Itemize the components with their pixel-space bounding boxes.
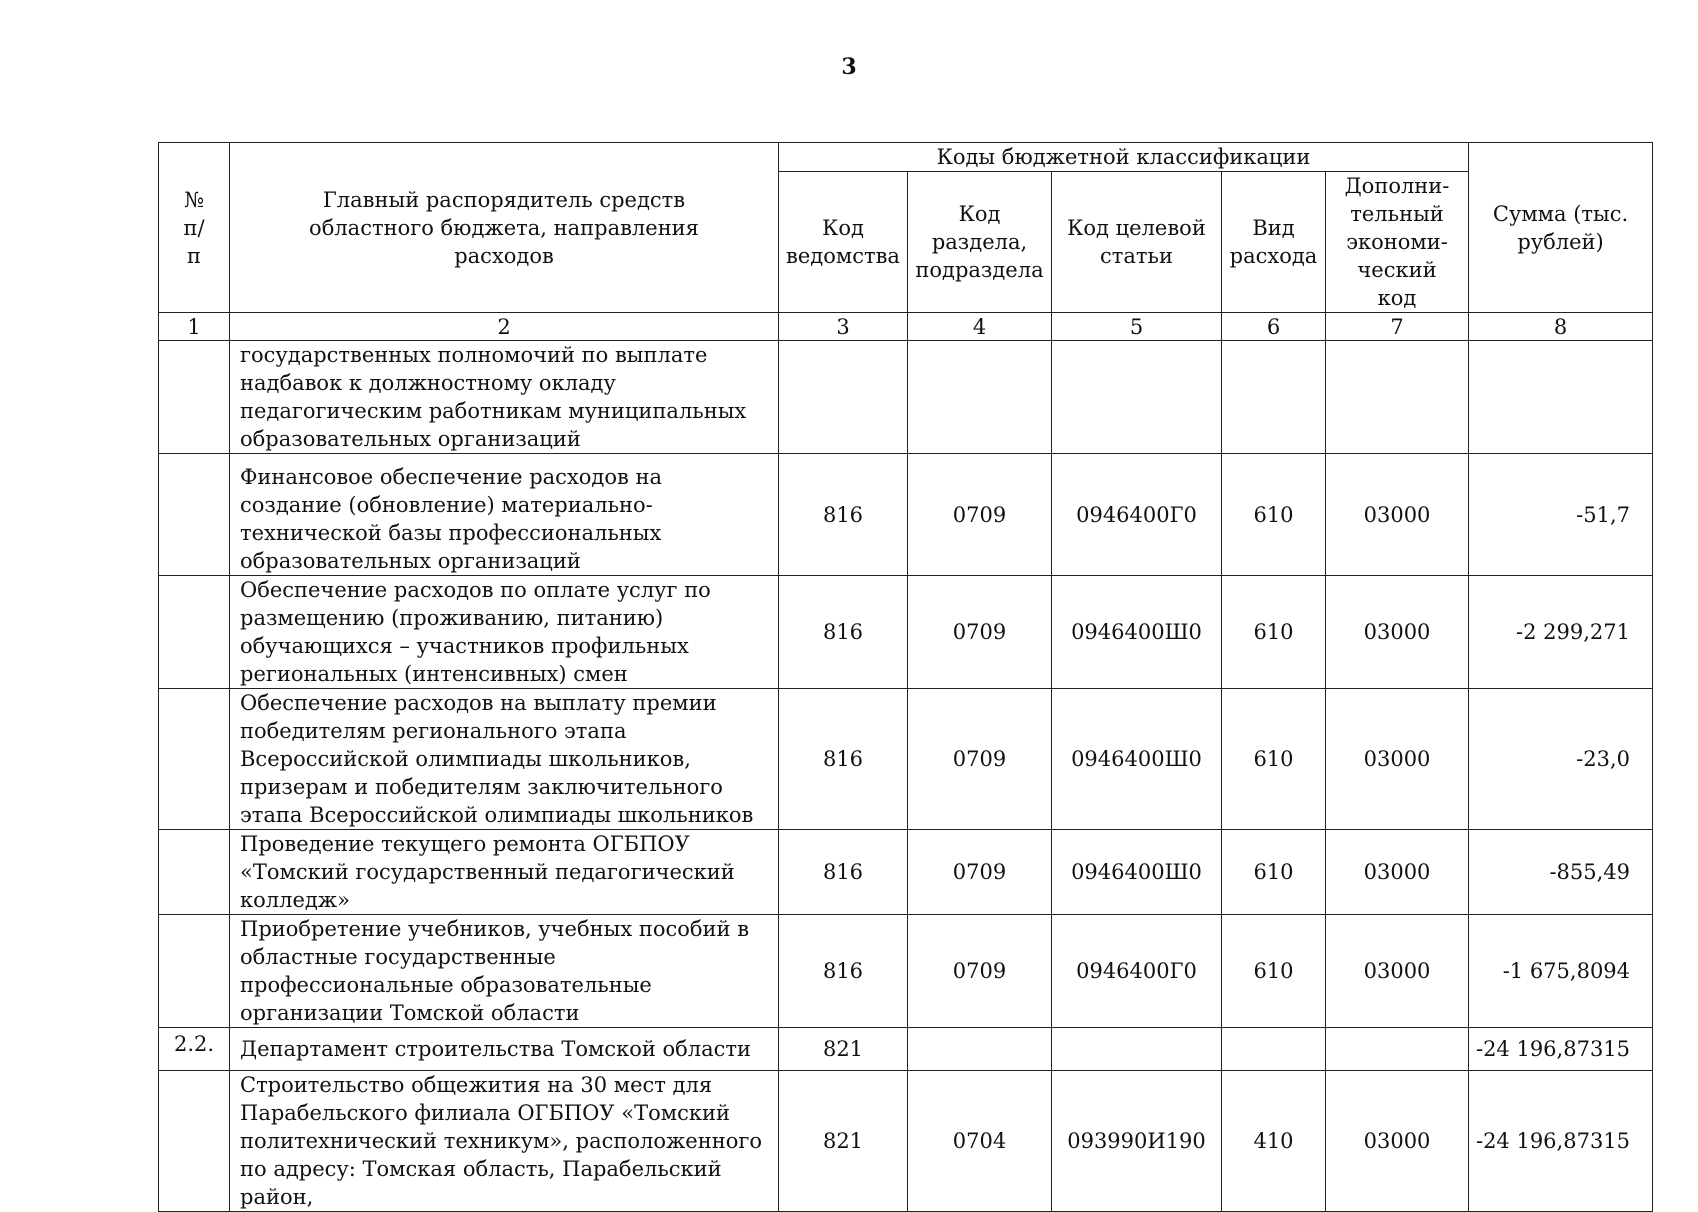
row-section-code: 0709 [908, 689, 1052, 830]
header-dept-code: Код ведомства [779, 172, 908, 313]
row-econ-code: 03000 [1326, 915, 1469, 1028]
row-description: Приобретение учебников, учебных пособий в областные государственные профессиональные образовательные организации Томской области [230, 915, 779, 1028]
row-num [159, 915, 230, 1028]
row-econ-code [1326, 1028, 1469, 1071]
row-target-code: 093990И190 [1052, 1071, 1222, 1212]
row-dept-code: 816 [779, 915, 908, 1028]
row-sum: -24 196,87315 [1469, 1071, 1653, 1212]
row-description: Проведение текущего ремонта ОГБПОУ «Томский государственный педагогический колледж» [230, 830, 779, 915]
row-dept-code: 821 [779, 1028, 908, 1071]
row-econ-code: 03000 [1326, 689, 1469, 830]
row-target-code [1052, 1028, 1222, 1071]
column-number: 7 [1326, 313, 1469, 341]
column-number-row [159, 313, 1653, 341]
row-expense-type: 610 [1222, 454, 1326, 576]
row-section-code: 0709 [908, 830, 1052, 915]
row-target-code: 0946400Ш0 [1052, 576, 1222, 689]
row-target-code: 0946400Г0 [1052, 915, 1222, 1028]
row-sum: -23,0 [1469, 689, 1653, 830]
row-expense-type: 610 [1222, 830, 1326, 915]
row-num [159, 830, 230, 915]
header-num: № п/п [159, 143, 230, 313]
row-description: Обеспечение расходов на выплату премии победителям регионального этапа Всероссийской олимпиады школьников, призерам и победителям заключительного этапа Всероссийской олимпиады школьников [230, 689, 779, 830]
row-target-code: 0946400Ш0 [1052, 689, 1222, 830]
row-target-code: 0946400Ш0 [1052, 830, 1222, 915]
row-econ-code: 03000 [1326, 576, 1469, 689]
row-section-code: 0704 [908, 1071, 1052, 1212]
table-row [159, 454, 1653, 576]
row-expense-type: 610 [1222, 576, 1326, 689]
header-recipient: Главный распорядитель средств областного бюджета, направления расходов [230, 143, 779, 313]
row-sum: -2 299,271 [1469, 576, 1653, 689]
row-expense-type: 610 [1222, 915, 1326, 1028]
row-description: государственных полномочий по выплате надбавок к должностному окладу педагогическим работникам муниципальных образовательных организаций [230, 341, 779, 454]
table-row [159, 341, 1653, 454]
row-description: Строительство общежития на 30 мест для Парабельского филиала ОГБПОУ «Томский политехнический техникум», расположенного по адресу: Томская область, Парабельский район, [230, 1071, 779, 1212]
header-sum: Сумма (тыс. рублей) [1469, 143, 1653, 313]
header-target-code: Код целевой статьи [1052, 172, 1222, 313]
row-expense-type [1222, 1028, 1326, 1071]
column-number: 1 [159, 313, 230, 341]
row-num [159, 341, 230, 454]
column-number: 8 [1469, 313, 1653, 341]
row-dept-code: 816 [779, 830, 908, 915]
row-econ-code: 03000 [1326, 1071, 1469, 1212]
row-econ-code: 03000 [1326, 454, 1469, 576]
row-sum: -51,7 [1469, 454, 1653, 576]
row-sum: -855,49 [1469, 830, 1653, 915]
row-section-code [908, 341, 1052, 454]
row-num [159, 689, 230, 830]
column-number: 4 [908, 313, 1052, 341]
row-sum: -24 196,87315 [1469, 1028, 1653, 1071]
row-num [159, 454, 230, 576]
row-expense-type: 610 [1222, 689, 1326, 830]
column-number: 6 [1222, 313, 1326, 341]
row-num [159, 1071, 230, 1212]
header-codes-group: Коды бюджетной классификации [779, 143, 1469, 172]
table-row [159, 1028, 1653, 1071]
header-section-code: Код раздела, подраздела [908, 172, 1052, 313]
row-dept-code: 816 [779, 576, 908, 689]
row-description: Обеспечение расходов по оплате услуг по размещению (проживанию, питанию) обучающихся – участников профильных региональных (интенсивных) смен [230, 576, 779, 689]
row-section-code: 0709 [908, 576, 1052, 689]
row-target-code [1052, 341, 1222, 454]
table-header [159, 143, 1653, 341]
row-expense-type: 410 [1222, 1071, 1326, 1212]
row-dept-code: 816 [779, 689, 908, 830]
row-target-code: 0946400Г0 [1052, 454, 1222, 576]
column-number: 5 [1052, 313, 1222, 341]
table-row [159, 830, 1653, 915]
row-econ-code [1326, 341, 1469, 454]
row-dept-code [779, 341, 908, 454]
row-num: 2.2. [159, 1028, 230, 1071]
row-expense-type [1222, 341, 1326, 454]
row-section-code [908, 1028, 1052, 1071]
column-number: 3 [779, 313, 908, 341]
table-row [159, 1071, 1653, 1212]
row-econ-code: 03000 [1326, 830, 1469, 915]
row-description: Департамент строительства Томской области [230, 1028, 779, 1071]
table-row [159, 689, 1653, 830]
page-number: 3 [841, 54, 857, 80]
row-dept-code: 821 [779, 1071, 908, 1212]
row-section-code: 0709 [908, 915, 1052, 1028]
header-econ-code: Дополни-тельный экономи-ческий код [1326, 172, 1469, 313]
budget-table [158, 142, 1653, 1212]
row-description: Финансовое обеспечение расходов на создание (обновление) материально-технической базы профессиональных образовательных организаций [230, 454, 779, 576]
table-body [159, 341, 1653, 1212]
header-expense-type: Вид расхода [1222, 172, 1326, 313]
table-row [159, 576, 1653, 689]
row-dept-code: 816 [779, 454, 908, 576]
row-sum [1469, 341, 1653, 454]
table-row [159, 915, 1653, 1028]
row-sum: -1 675,8094 [1469, 915, 1653, 1028]
row-num [159, 576, 230, 689]
row-section-code: 0709 [908, 454, 1052, 576]
column-number: 2 [230, 313, 779, 341]
